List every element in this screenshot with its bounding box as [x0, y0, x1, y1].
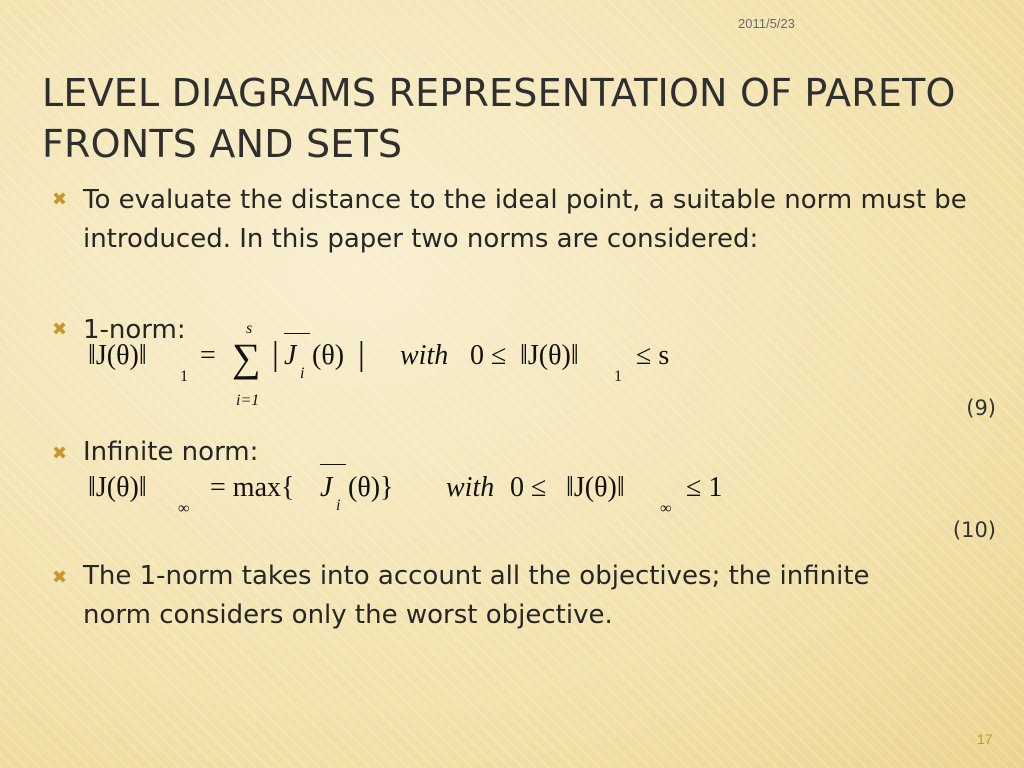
eq1-term-subscript: i — [300, 365, 305, 382]
abs-bar-icon: | — [358, 336, 365, 373]
eq2-cond-subscript: ∞ — [660, 500, 672, 517]
eq2-cond-norm: ‖J(θ)‖ — [566, 472, 625, 503]
bullet-text-4: The 1-norm takes into account all the objectives; the infinite norm considers only the worst objective. — [83, 561, 870, 630]
slide-title: LEVEL DIAGRAMS REPRESENTATION OF PARETO FRONTS AND SETS — [42, 71, 956, 166]
eq1-cond-left: 0 ≤ — [470, 340, 507, 371]
eq2-lhs-subscript: ∞ — [178, 500, 190, 517]
bullet-text-3: Infinite norm: — [83, 437, 259, 467]
x-bullet-icon: ✖ — [52, 189, 68, 210]
eq1-sum-upper: s — [246, 320, 253, 337]
eq1-equals: = — [200, 340, 216, 371]
eq1-cond-right: ≤ s — [636, 340, 670, 371]
bullet-text-1: To evaluate the distance to the ideal point, a suitable norm must be introduced. In this paper two norms are considered: — [83, 185, 967, 254]
eq2-term: J — [320, 472, 333, 503]
eq1-sum-lower: i=1 — [236, 392, 260, 409]
overline-bar — [320, 464, 346, 465]
bullet-text-2: 1-norm: — [83, 315, 186, 345]
eq1-cond-norm: ‖J(θ)‖ — [520, 340, 579, 371]
x-bullet-icon: ✖ — [52, 567, 68, 588]
eq1-with: with — [400, 340, 449, 371]
equation-number-9: (9) — [966, 396, 996, 420]
page-number: 17 — [977, 731, 993, 747]
eq2-cond-left: 0 ≤ — [510, 472, 547, 503]
x-bullet-icon: ✖ — [52, 319, 68, 340]
eq2-with: with — [446, 472, 495, 503]
eq2-cond-right: ≤ 1 — [686, 472, 723, 503]
abs-bar-icon: | — [272, 336, 279, 373]
eq1-cond-subscript: 1 — [614, 368, 622, 385]
eq1-lhs-subscript: 1 — [180, 368, 188, 385]
slide-date: 2011/5/23 — [738, 16, 795, 31]
eq1-term: J — [284, 340, 297, 371]
eq2-equals-max: = max{ — [210, 472, 295, 503]
eq1-term-arg: (θ) — [312, 340, 345, 371]
eq2-term-subscript: i — [336, 497, 341, 514]
eq2-term-arg: (θ)} — [348, 472, 394, 503]
overline-bar — [284, 333, 310, 334]
eq2-lhs: ‖J(θ)‖ — [88, 472, 147, 503]
sigma-icon: ∑ — [232, 335, 261, 380]
x-bullet-icon: ✖ — [52, 443, 68, 464]
equation-number-10: (10) — [952, 518, 996, 542]
eq1-lhs: ‖J(θ)‖ — [88, 340, 147, 371]
